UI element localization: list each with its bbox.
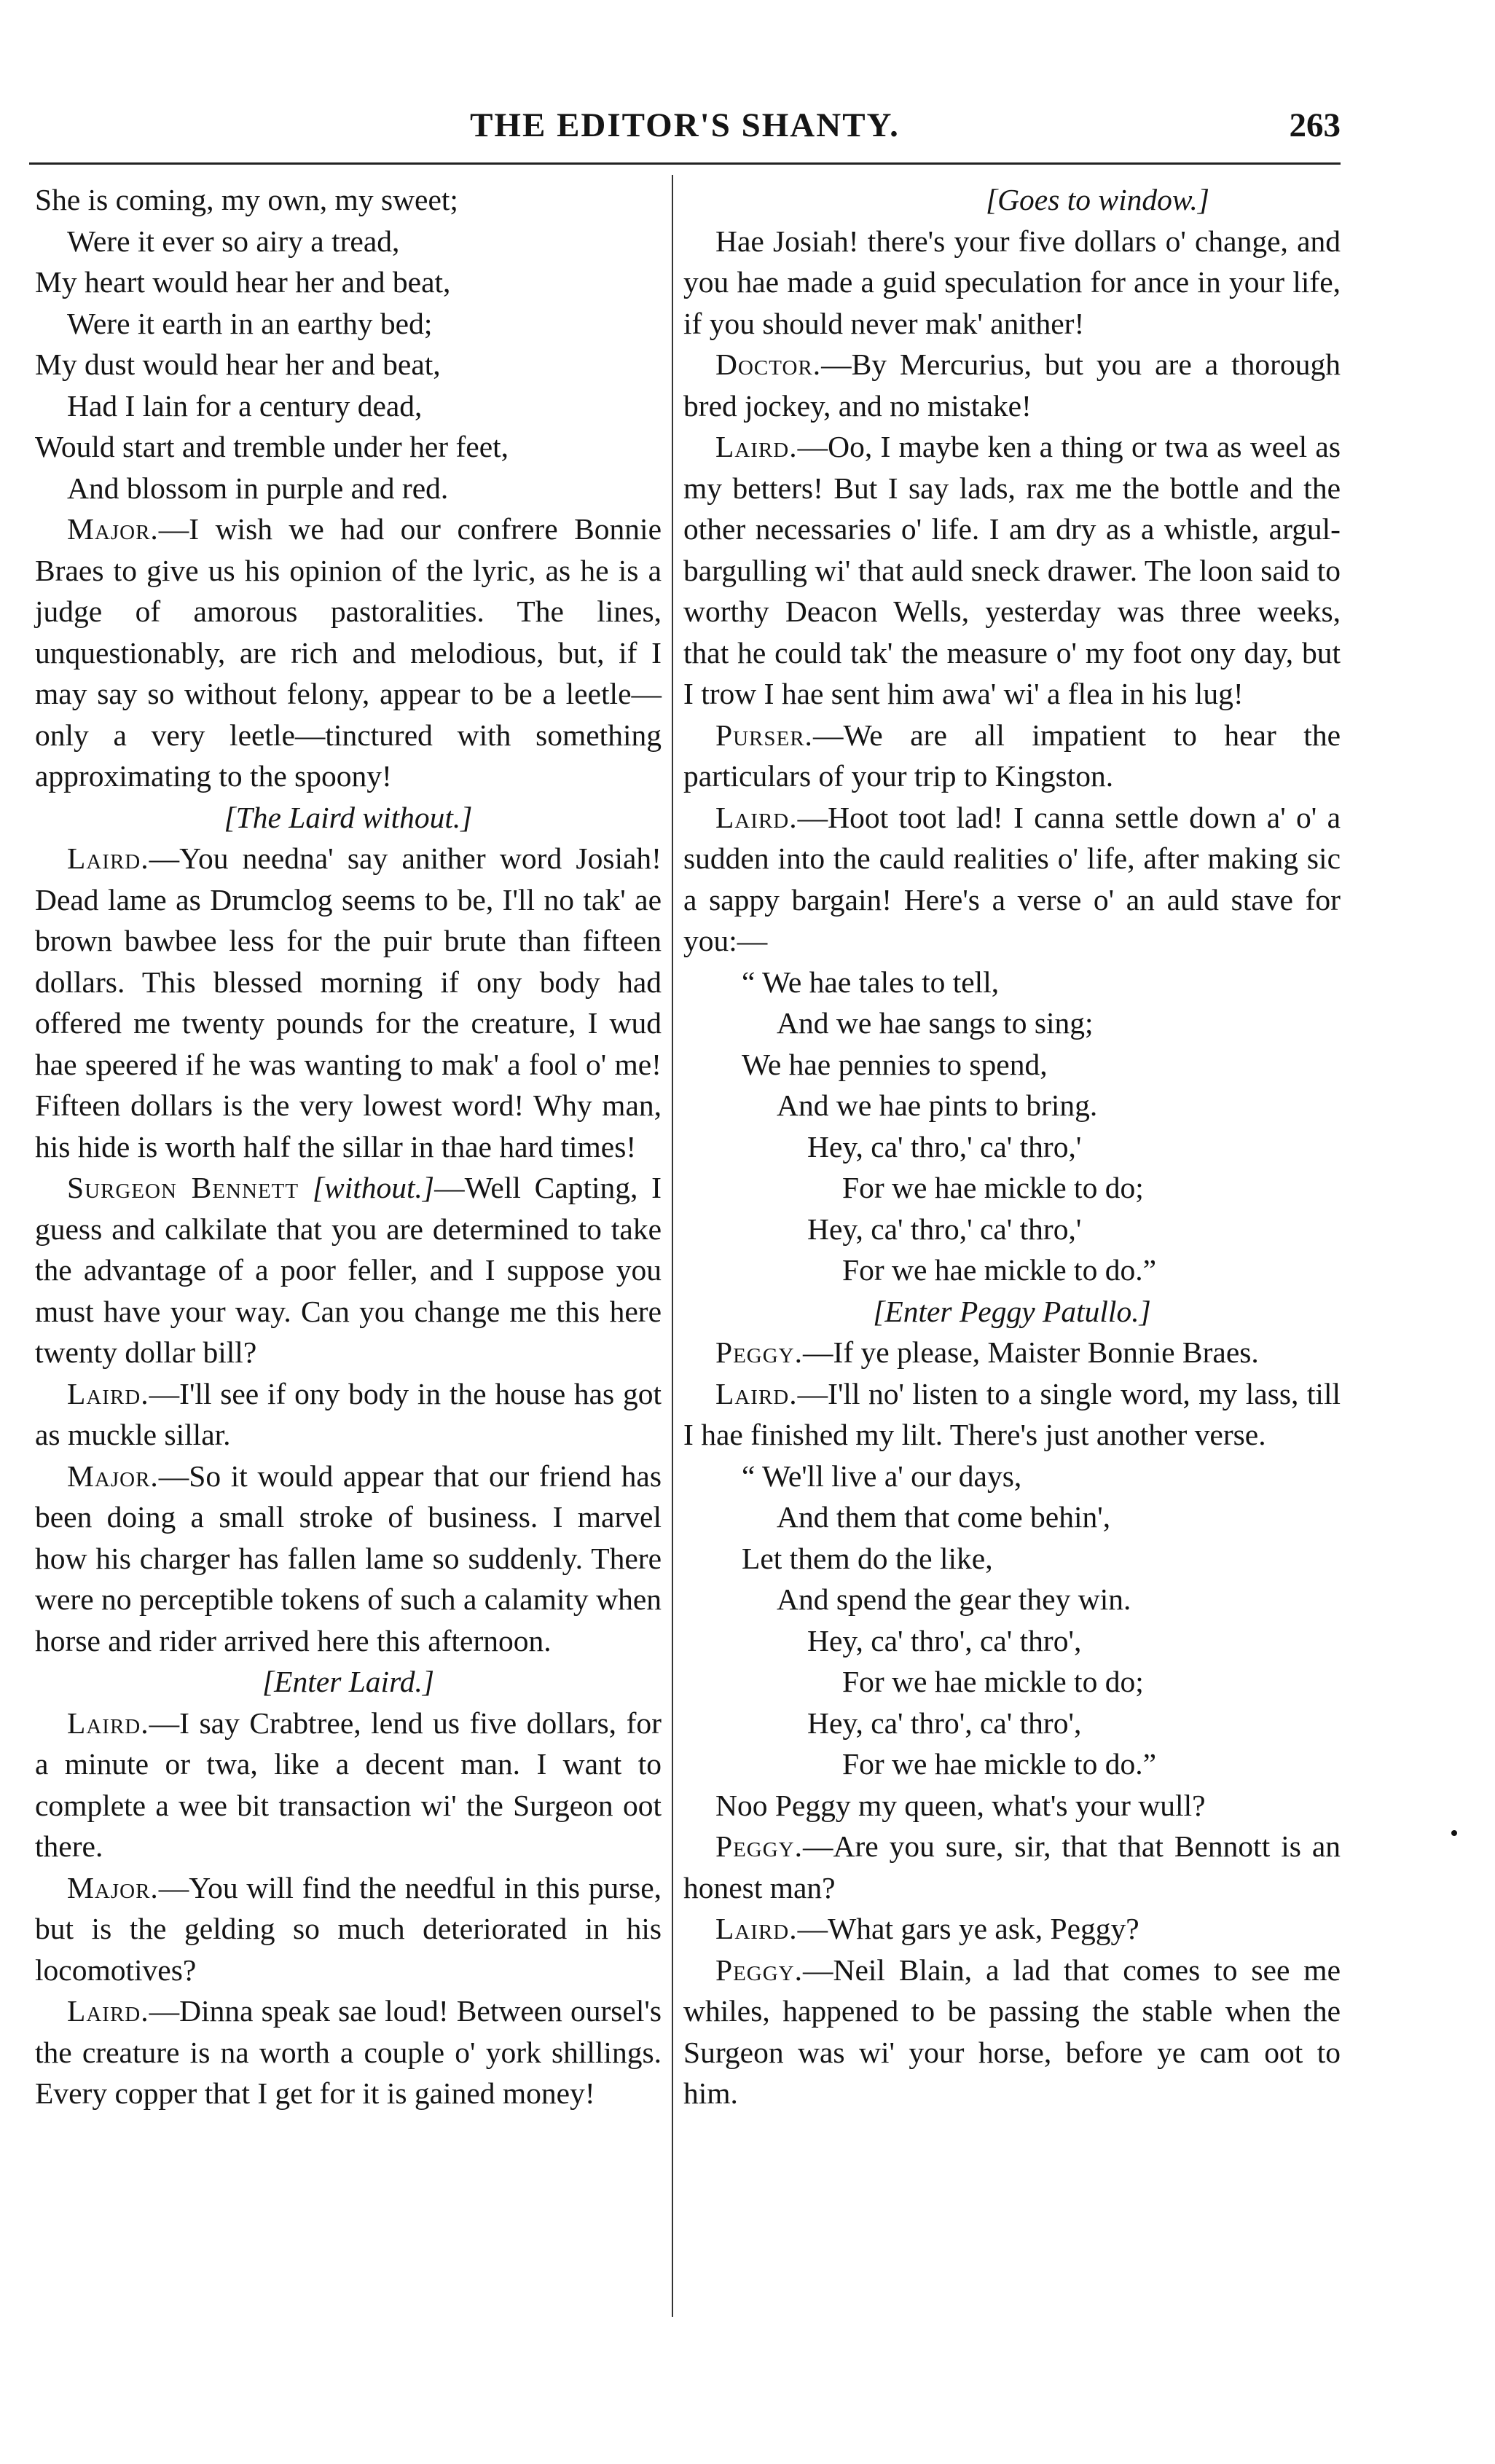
speaker-name: Laird.: [67, 841, 149, 875]
dialogue-paragraph: [683, 344, 1341, 426]
stage-direction: [The Laird without.]: [224, 800, 473, 834]
verse-line: Hey, ca' thro,' ca' thro,': [807, 1129, 1082, 1164]
dialogue-text: —You needna' say anither word Josiah! Dead lame as Drumclog seems to be, I'll no tak' ae brown bawbee less for the puir brute than fifteen dollars. This blessed morning if ony body had offered me twenty pounds for the creature, I wud hae speered if he was wanting to mak' a fool o' me! Fifteen dollars is the very lowest word! Why man, his hide is worth half the sillar in thae hard times!: [35, 841, 662, 1164]
verse-line: Were it ever so airy a tread,: [67, 224, 400, 258]
dialogue-text: —Are you sure, sir, that that Bennott is an honest man?: [683, 1829, 1341, 1904]
speaker-name: Surgeon Bennett: [67, 1171, 299, 1204]
running-title: THE EDITOR'S SHANTY.: [470, 106, 900, 144]
stage-direction: [Enter Peggy Patullo.]: [873, 1294, 1151, 1328]
speaker-name: Laird.: [715, 800, 798, 834]
verse-line: For we hae mickle to do;: [842, 1665, 1144, 1698]
left-column: [35, 179, 662, 2114]
verse-line: Hey, ca' thro,' ca' thro,': [807, 1212, 1082, 1246]
dialogue-paragraph: [35, 1456, 662, 1662]
column-divider: [672, 175, 673, 2317]
verse-line: And we hae pints to bring.: [777, 1088, 1098, 1122]
dialogue-paragraph: [35, 509, 662, 797]
dialogue-paragraph: [683, 797, 1341, 962]
speaker-name: Major.: [67, 1870, 159, 1904]
dialogue-text: —Oo, I maybe ken a thing or twa as weel as my betters! But I say lads, rax me the bottle and the other necessaries o' life. I am dry as a whistle, argul-bargulling wi' that auld sneck drawer. The loon said to worthy Deacon Wells, yesterday was three weeks, that he could tak' the measure o' my foot ony day, but I trow I hae sent him awa' wi' a flea in his lug!: [683, 430, 1341, 710]
speaker-name: Laird.: [715, 1912, 798, 1945]
header-rule: [29, 162, 1341, 165]
verse-line: Had I lain for a century dead,: [67, 388, 423, 423]
speaker-name: Laird.: [67, 1376, 149, 1410]
verse-line: And them that come behin',: [777, 1500, 1111, 1534]
speaker-name: Peggy.: [715, 1829, 803, 1863]
verse-line: For we hae mickle to do.”: [842, 1747, 1157, 1781]
verse-line: And we hae sangs to sing;: [777, 1006, 1094, 1040]
verse-line: “ We hae tales to tell,: [742, 965, 1000, 999]
ink-speck: [1451, 1830, 1457, 1836]
dialogue-text: —I'll see if ony body in the house has got as muckle sillar.: [35, 1376, 662, 1451]
verse-line: Hey, ca' thro', ca' thro',: [807, 1623, 1082, 1657]
dialogue-text: —Neil Blain, a lad that comes to see me whiles, happened to be passing the stable when the Surgeon was wi' your horse, before ye cam oot to him.: [683, 1953, 1341, 2110]
dialogue-text: —I wish we had our confrere Bonnie Braes to give us his opinion of the lyric, as he is a judge of amorous pastoralities. The lines, unquestionably, are rich and melodious, but, if I may say so without felony, appear to be a leetle—only a very leetle—tinctured with something approximating to the spoony!: [35, 512, 662, 793]
song-verse: [683, 1456, 1341, 1785]
stage-direction: [Enter Laird.]: [262, 1665, 434, 1698]
dialogue-text: —Hoot toot lad! I canna settle down a' o' a sudden into the cauld realities o' life, after making sic a sappy bargain! Here's a verse o' an auld stave for you:—: [683, 800, 1341, 957]
verse-line: Were it earth in an earthy bed;: [67, 306, 433, 340]
song-verse: [683, 962, 1341, 1291]
page-header: [29, 106, 1341, 157]
dialogue-paragraph: [683, 1908, 1341, 1950]
verse-line: For we hae mickle to do;: [842, 1171, 1144, 1204]
speaker-name: Peggy.: [715, 1335, 803, 1369]
verse-line: My dust would hear her and beat,: [35, 348, 441, 381]
dialogue-paragraph: [683, 1373, 1341, 1456]
verse-line: Hey, ca' thro', ca' thro',: [807, 1706, 1082, 1740]
speaker-name: Purser.: [715, 718, 813, 752]
dialogue-paragraph: [35, 1867, 662, 1991]
dialogue-text: —I'll no' listen to a single word, my lass, till I hae finished my lilt. There's just another verse.: [683, 1376, 1341, 1451]
verse-line: She is coming, my own, my sweet;: [35, 183, 458, 216]
speaker-name: Doctor.: [715, 348, 822, 381]
dialogue-paragraph: [35, 838, 662, 1167]
dialogue-text: —You will find the needful in this purse, but is the gelding so much deteriorated in his locomotives?: [35, 1870, 662, 1987]
dialogue-paragraph: Hae Josiah! there's your five dollars o' change, and you hae made a guid speculation for ance in your life, if you should never mak' anither!: [683, 224, 1341, 340]
speaker-name: Laird.: [67, 1706, 149, 1740]
dialogue-paragraph: [683, 1950, 1341, 2114]
speaker-name: Major.: [67, 512, 159, 546]
speaker-name: Peggy.: [715, 1953, 803, 1987]
verse-line: And spend the gear they win.: [777, 1582, 1131, 1616]
verse-line: “ We'll live a' our days,: [742, 1459, 1022, 1493]
poem-verse: [35, 179, 662, 509]
right-column: [683, 179, 1341, 2114]
speaker-name: Laird.: [715, 430, 798, 463]
dialogue-paragraph: [35, 1990, 662, 2114]
verse-line: Would start and tremble under her feet,: [35, 430, 509, 463]
dialogue-paragraph: [683, 426, 1341, 715]
dialogue-paragraph: [35, 1167, 662, 1373]
dialogue-paragraph: Noo Peggy my queen, what's your wull?: [715, 1788, 1206, 1822]
inline-stage-direction: [without.]: [312, 1171, 435, 1204]
speaker-name: Laird.: [715, 1376, 798, 1410]
dialogue-text: —Well Capting, I guess and calkilate that you are determined to take the advantage of a poor feller, and I suppose you must have your way. Can you change me this here twenty dollar bill?: [35, 1171, 662, 1369]
dialogue-paragraph: [35, 1703, 662, 1867]
verse-line: For we hae mickle to do.”: [842, 1253, 1157, 1287]
page-number: 263: [1289, 106, 1341, 144]
dialogue-text: —Dinna speak sae loud! Between oursel's the creature is na worth a couple o' york shillings. Every copper that I get for it is gained money!: [35, 1994, 662, 2110]
dialogue-paragraph: [683, 1332, 1341, 1373]
verse-line: And blossom in purple and red.: [67, 471, 449, 505]
speaker-name: Laird.: [67, 1994, 149, 2028]
dialogue-paragraph: [683, 1826, 1341, 1908]
dialogue-text: —We are all impatient to hear the particulars of your trip to Kingston.: [683, 718, 1341, 793]
speaker-name: Major.: [67, 1459, 159, 1493]
dialogue-paragraph: [683, 715, 1341, 797]
dialogue-text: —By Mercurius, but you are a thorough bred jockey, and no mistake!: [683, 348, 1341, 423]
verse-line: We hae pennies to spend,: [742, 1047, 1048, 1081]
dialogue-text: —I say Crabtree, lend us five dollars, for a minute or twa, like a decent man. I want to complete a wee bit transaction wi' the Surgeon oot there.: [35, 1706, 662, 1863]
verse-line: My heart would hear her and beat,: [35, 265, 451, 299]
dialogue-text: —So it would appear that our friend has been doing a small stroke of business. I marvel how his charger has fallen lame so suddenly. There were no perceptible tokens of such a calamity when horse and rider arrived here this afternoon.: [35, 1459, 662, 1657]
dialogue-text: —If ye please, Maister Bonnie Braes.: [803, 1335, 1259, 1369]
verse-line: Let them do the like,: [742, 1541, 993, 1575]
dialogue-text: —What gars ye ask, Peggy?: [797, 1912, 1139, 1945]
stage-direction: [Goes to window.]: [985, 183, 1209, 216]
dialogue-paragraph: [35, 1373, 662, 1456]
